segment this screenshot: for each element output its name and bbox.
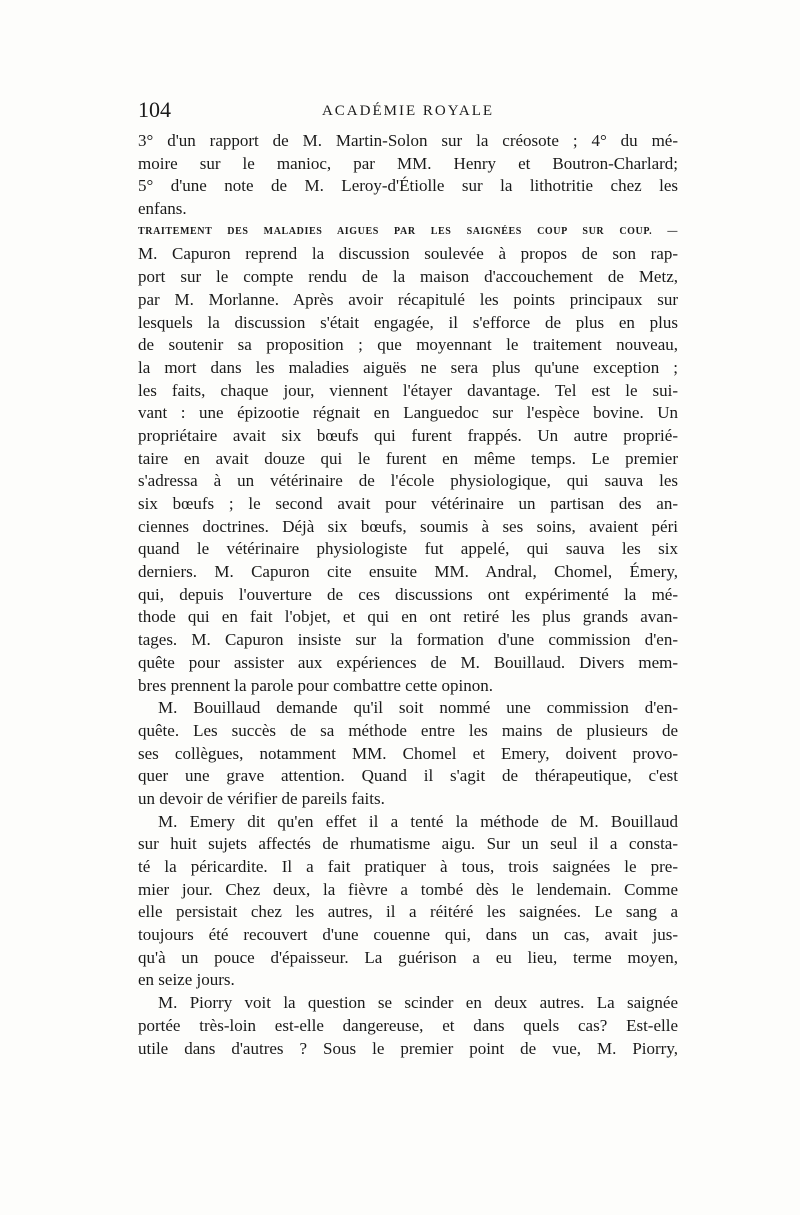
text-line: 3° d'un rapport de M. Martin-Solon sur la créosote ; 4° du mé- bbox=[138, 131, 678, 150]
text-line: M. Piorry voit la question se scinder en deux autres. La saignée bbox=[158, 993, 678, 1013]
text-line: bres prennent la parole pour combattre cette opinon. bbox=[138, 675, 493, 695]
text-line: ciennes doctrines. Déjà six bœufs, soumis à ses soins, avaient péri bbox=[138, 516, 678, 536]
section-heading: TRAITEMENT DES MALADIES AIGUES PAR LES SAIGNÉES COUP SUR COUP. — bbox=[138, 225, 678, 237]
text-line: les faits, chaque jour, viennent l'étayer davantage. Tel est le sui- bbox=[138, 380, 678, 400]
running-head-title: ACADÉMIE ROYALE bbox=[321, 103, 495, 119]
text-line: six bœufs ; le second avait pour vétérinaire un partisan des an- bbox=[138, 494, 678, 513]
text-line: qu'à un pouce d'épaisseur. La guérison a eu lieu, terme moyen, bbox=[138, 947, 678, 967]
text-line: en seize jours. bbox=[138, 970, 235, 990]
text-line: elle persistait chez les autres, il a réitéré les saignées. Le sang a bbox=[138, 902, 678, 922]
text-line: tages. M. Capuron insiste sur la formation d'une commission d'en- bbox=[138, 630, 678, 650]
text-line: sur huit sujets affectés de rhumatisme aigu. Sur un seul il a consta- bbox=[138, 834, 678, 854]
text-line: port sur le compte rendu de la maison d'accouchement de Metz, bbox=[138, 267, 678, 287]
text-line: s'adressa à un vétérinaire de l'école physiologique, qui sauva les bbox=[138, 471, 678, 491]
text-line: la mort dans les maladies aiguës ne sera plus qu'une exception ; bbox=[138, 357, 678, 377]
text-line: de soutenir sa proposition ; que moyennant le traitement nouveau, bbox=[138, 335, 678, 355]
text-line: derniers. M. Capuron cite ensuite MM. Andral, Chomel, Émery, bbox=[138, 562, 678, 582]
text-line: propriétaire avait six bœufs qui furent frappés. Un autre proprié- bbox=[138, 425, 678, 445]
text-line: mier jour. Chez deux, la fièvre a tombé dès le lendemain. Comme bbox=[138, 879, 678, 899]
text-line: té la péricardite. Il a fait pratiquer à tous, trois saignées le pre- bbox=[138, 857, 678, 876]
text-line: par M. Morlanne. Après avoir récapitulé les points principaux sur bbox=[138, 289, 678, 309]
text-line: moire sur le manioc, par MM. Henry et Boutron-Charlard; bbox=[138, 153, 678, 173]
text-line: ses collègues, notamment MM. Chomel et Emery, doivent provo- bbox=[138, 743, 678, 763]
text-line: utile dans d'autres ? Sous le premier point de vue, M. Piorry, bbox=[138, 1038, 678, 1058]
text-line: taire en avait douze qui le furent en même temps. Le premier bbox=[138, 448, 678, 468]
text-line: enfans. bbox=[138, 199, 187, 219]
text-line: vant : une épizootie régnait en Languedoc sur l'espèce bovine. Un bbox=[138, 403, 678, 423]
text-line: thode qui en fait l'objet, et qui en ont retiré les plus grands avan- bbox=[138, 607, 678, 627]
page-number: 104 bbox=[138, 97, 171, 122]
text-line: portée très-loin est-elle dangereuse, et dans quels cas? Est-elle bbox=[138, 1015, 678, 1035]
text-line: M. Bouillaud demande qu'il soit nommé une commission d'en- bbox=[158, 698, 678, 718]
text-line: un devoir de vérifier de pareils faits. bbox=[138, 788, 385, 808]
text-line: quer une grave attention. Quand il s'agit de thérapeutique, c'est bbox=[138, 766, 678, 786]
text-line: quête. Les succès de sa méthode entre les mains de plusieurs de bbox=[138, 720, 678, 740]
running-head bbox=[138, 96, 678, 124]
text-line: 5° d'une note de M. Leroy-d'Étiolle sur la lithotritie chez les bbox=[138, 176, 678, 196]
body-text bbox=[138, 130, 678, 1060]
text-line: M. Emery dit qu'en effet il a tenté la méthode de M. Bouillaud bbox=[158, 811, 678, 831]
text-line: toujours été recouvert d'une couenne qui, dans un cas, avait jus- bbox=[138, 925, 678, 945]
text-line: quête pour assister aux expériences de M. Bouillaud. Divers mem- bbox=[138, 652, 678, 672]
text-line: qui, depuis l'ouverture de ces discussions ont expérimenté la mé- bbox=[138, 584, 678, 604]
text-line: lesquels la discussion s'était engagée, il s'efforce de plus en plus bbox=[138, 312, 678, 332]
text-line: quand le vétérinaire physiologiste fut appelé, qui sauva les six bbox=[138, 539, 678, 559]
text-line: M. Capuron reprend la discussion soulevée à propos de son rap- bbox=[138, 244, 678, 264]
